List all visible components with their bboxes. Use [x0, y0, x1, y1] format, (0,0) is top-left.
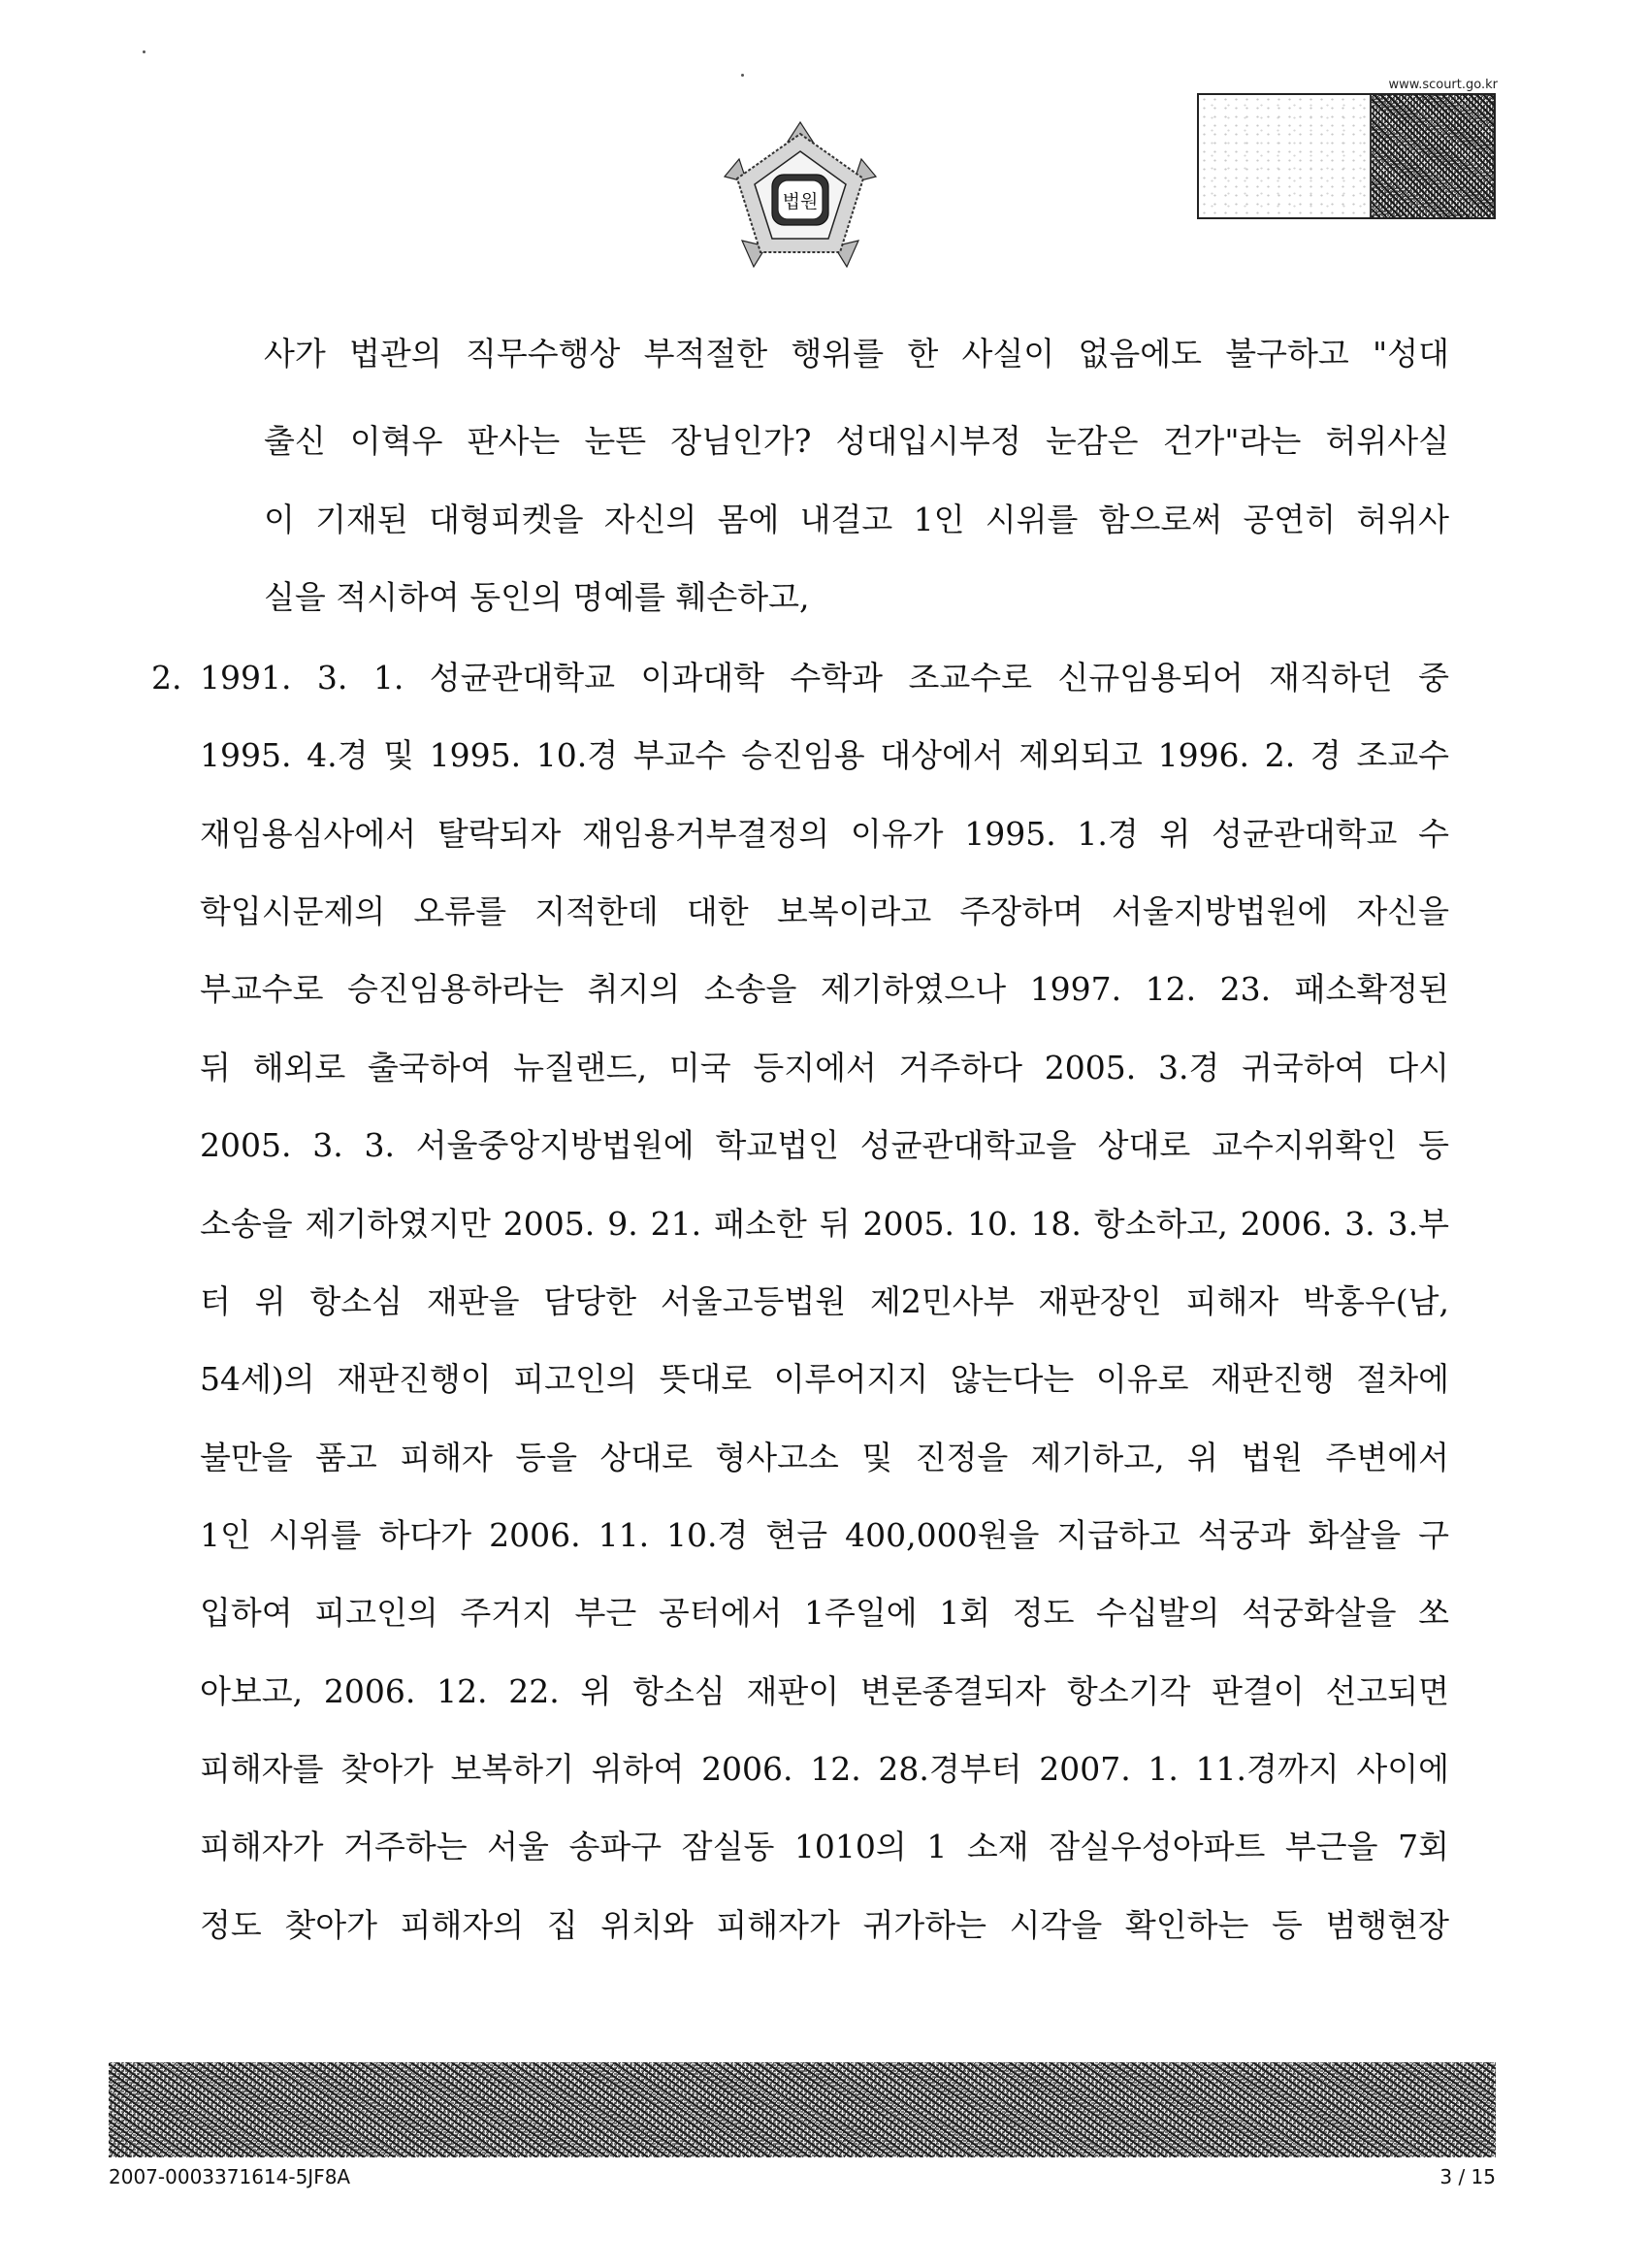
body-line: 이 기재된 대형피켓을 자신의 몸에 내걸고 1인 시위를 함으로써 공연히 허위사 [264, 501, 1449, 538]
security-code-light [1199, 95, 1370, 217]
item-line: 2005. 3. 3. 서울중앙지방법원에 학교법인 성균관대학교을 상대로 교수지위확인 등 [200, 1126, 1449, 1164]
document-id: 2007-0003371614-5JF8A [109, 2165, 351, 2188]
scan-speck [741, 74, 744, 77]
item-line: 뒤 해외로 출국하여 뉴질랜드, 미국 등지에서 거주하다 2005. 3.경 귀국하여 다시 [200, 1049, 1449, 1086]
security-code-box [1197, 93, 1496, 219]
item-line: 아보고, 2006. 12. 22. 위 항소심 재판이 변론종결되자 항소기각 판결이 선고되면 [200, 1672, 1449, 1710]
body-line: 사가 법관의 직무수행상 부적절한 행위를 한 사실이 없음에도 불구하고 "성대 [264, 335, 1449, 373]
emblem-label: 법원 [782, 191, 819, 212]
security-band [109, 2062, 1496, 2157]
page-number: 3 / 15 [1439, 2165, 1496, 2188]
item-line: 54세)의 재판진행이 피고인의 뜻대로 이루어지지 않는다는 이유로 재판진행 절차에 [200, 1360, 1449, 1398]
item-line: 피해자를 찾아가 보복하기 위하여 2006. 12. 28.경부터 2007. 1. 11.경까지 사이에 [200, 1750, 1449, 1788]
item-line: 학입시문제의 오류를 지적한데 대한 보복이라고 주장하며 서울지방법원에 자신을 [200, 892, 1449, 930]
item-line: 터 위 항소심 재판을 담당한 서울고등법원 제2민사부 재판장인 피해자 박홍우(남, [200, 1282, 1449, 1320]
item-line: 피해자가 거주하는 서울 송파구 잠실동 1010의 1 소재 잠실우성아파트 부근을 7회 [200, 1828, 1449, 1865]
item-line: 소송을 제기하였지만 2005. 9. 21. 패소한 뒤 2005. 10. 18. 항소하고, 2006. 3. 3.부 [200, 1205, 1449, 1243]
item-line: 부교수로 승진임용하라는 취지의 소송을 제기하였으나 1997. 12. 23. 패소확정된 [200, 970, 1449, 1008]
item-number: 2. [151, 659, 182, 697]
body-line: 실을 적시하여 동인의 명예를 훼손하고, [264, 578, 810, 616]
scan-speck [143, 50, 146, 53]
scourt-url: www.scourt.go.kr [1388, 78, 1498, 92]
item-line: 1인 시위를 하다가 2006. 11. 10.경 현금 400,000원을 지급하고 석궁과 화살을 구 [200, 1516, 1449, 1554]
security-code-pattern [1370, 95, 1494, 217]
item-line: 1991. 3. 1. 성균관대학교 이과대학 수학과 조교수로 신규임용되어 재직하던 중 [200, 659, 1449, 697]
item-line: 1995. 4.경 및 1995. 10.경 부교수 승진임용 대상에서 제외되고 1996. 2. 경 조교수 [200, 736, 1449, 774]
item-line: 정도 찾아가 피해자의 집 위치와 피해자가 귀가하는 시각을 확인하는 등 범행현장 [200, 1906, 1449, 1944]
item-line: 입하여 피고인의 주거지 부근 공터에서 1주일에 1회 정도 수십발의 석궁화살을 쏘 [200, 1594, 1449, 1632]
item-line: 재임용심사에서 탈락되자 재임용거부결정의 이유가 1995. 1.경 위 성균관대학교 수 [200, 815, 1449, 853]
body-line: 출신 이혁우 판사는 눈뜬 장님인가? 성대입시부정 눈감은 건가"라는 허위사실 [264, 422, 1449, 460]
court-emblem-icon [718, 116, 883, 281]
item-line: 불만을 품고 피해자 등을 상대로 형사고소 및 진정을 제기하고, 위 법원 주변에서 [200, 1439, 1449, 1476]
